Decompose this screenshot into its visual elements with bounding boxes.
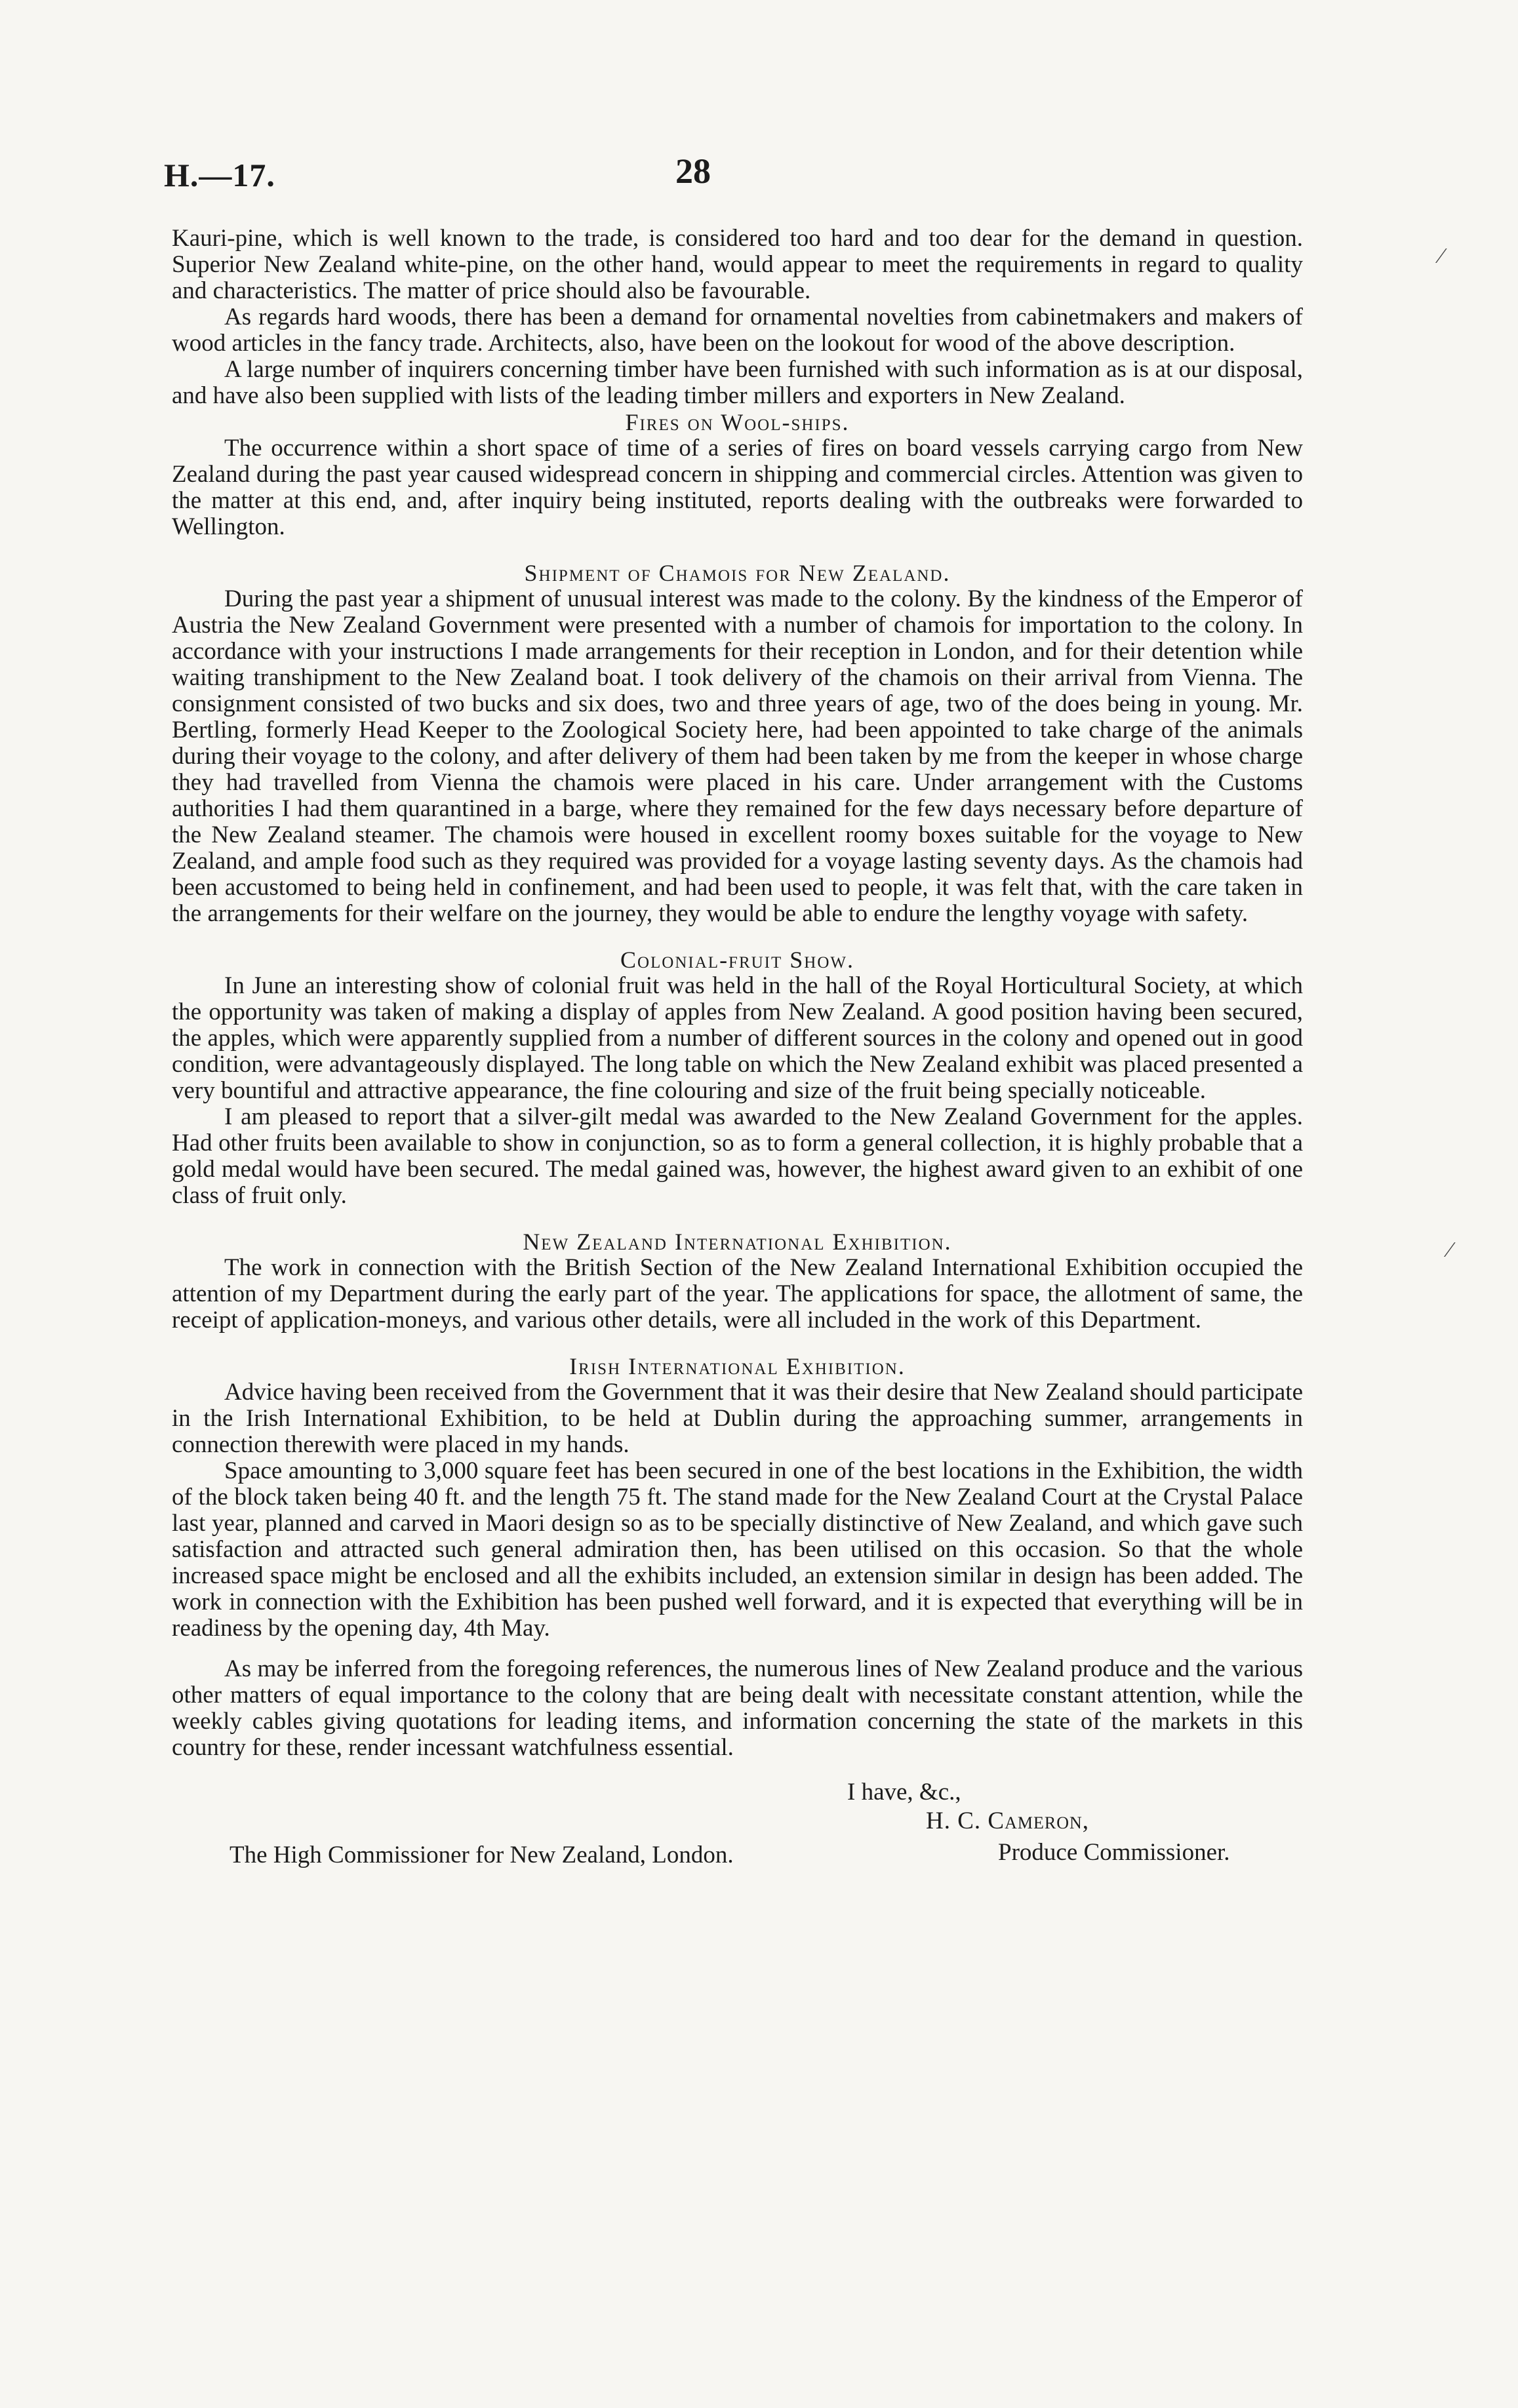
section-shipment-of-chamois: [172, 560, 1303, 927]
paragraph: The work in connection with the British Section of the New Zealand International Exhibition occupied the attention of my Department during the early part of the year. The applications for space, the allotment of same, the receipt of application-moneys, and various other details, were all included in the work of this Department.: [172, 1254, 1303, 1333]
section-heading: Fires on Wool-ships.: [625, 409, 850, 435]
signatory-name: H. C. Cameron,: [926, 1807, 1089, 1834]
paragraph: A large number of inquirers concerning timber have been furnished with such information as is at our disposal, and have also been supplied with lists of the leading timber millers and exporters in New Zealand.: [172, 356, 1303, 409]
section-heading: Colonial-fruit Show.: [620, 947, 855, 973]
section-nz-international-exhibition: [172, 1229, 1303, 1333]
closing-paragraph: As may be inferred from the foregoing references, the numerous lines of New Zealand produce and the various other matters of equal importance to the colony that are being dealt with necessitate constant attention, while the weekly cables giving quotations for leading items, and information concerning the state of the markets in this country for these, render incessant watchfulness essential.: [172, 1655, 1303, 1761]
section-intro: [172, 226, 1303, 409]
section-fires-on-wool-ships: [172, 409, 1303, 540]
paragraph: Space amounting to 3,000 square feet has been secured in one of the best locations in the Exhibition, the width of the block taken being 40 ft. and the length 75 ft. The stand made for the New Zealand Court at the Crystal Palace last year, planned and carved in Maori design so as to be specially distinctive of New Zealand, and which gave such satisfaction and attracted such general admiration then, has been utilised on this occasion. So that the whole increased space might be enclosed and all the exhibits included, an extension similar in design has been added. The work in connection with the Exhibition has been pushed well forward, and it is expected that everything will be in readiness by the opening day, 4th May.: [172, 1457, 1303, 1642]
section-irish-international-exhibition: [172, 1353, 1303, 1642]
paragraph: Advice having been received from the Government that it was their desire that New Zealand should participate in the Irish International Exhibition, to be held at Dublin during the approaching summer, arrangements in connection therewith were placed in my hands.: [172, 1379, 1303, 1458]
paragraph: I am pleased to report that a silver-gilt medal was awarded to the New Zealand Government for the apples. Had other fruits been available to show in conjunction, so as to form a general collection, it is highly probable that a gold medal would have been secured. The medal gained was, however, the highest award given to an exhibit of one class of fruit only.: [172, 1103, 1303, 1209]
paragraph: In June an interesting show of colonial fruit was held in the hall of the Royal Horticultural Society, at which the opportunity was taken of making a display of apples from New Zealand. A good position having been secured, the apples, which were apparently supplied from a number of different sources in the colony and opened out in good condition, were advantageously displayed. The long table on which the New Zealand exhibit was placed presented a very bountiful and attractive appearance, the fine colouring and size of the fruit being specially noticeable.: [172, 972, 1303, 1104]
paragraph: During the past year a shipment of unusual interest was made to the colony. By the kindness of the Emperor of Austria the New Zealand Government were presented with a number of chamois for importation to the colony. In accordance with your instructions I made arrangements for their reception in London, and for their detention while waiting transhipment to the New Zealand boat. I took delivery of the chamois on their arrival from Vienna. The consignment consisted of two bucks and six does, two and three years of age, two of the does being in young. Mr. Bertling, formerly Head Keeper to the Zoological Society here, had been appointed to take charge of the animals during their voyage to the colony, and after delivery of them had been taken by me from the keeper in whose charge they had travelled from Vienna the chamois were placed in his care. Under arrangement with the Customs authorities I had them quarantined in a barge, where they remained for the few days necessary before departure of the New Zealand steamer. The chamois were housed in excellent roomy boxes suitable for the voyage to New Zealand, and ample food such as they required was provided for a voyage lasting seventy days. As the chamois had been accustomed to being held in confinement, and had been used to people, it was felt that, with the care taken in the arrangements for their welfare on the journey, they would be able to endure the lengthy voyage with safety.: [172, 585, 1303, 927]
paragraph: As regards hard woods, there has been a demand for ornamental novelties from cabinetmakers and makers of wood articles in the fancy trade. Architects, also, have been on the lookout for wood of the above description.: [172, 304, 1303, 357]
section-heading: Irish International Exhibition.: [569, 1353, 906, 1379]
margin-mark: ⁄: [1439, 244, 1443, 268]
signature-block: [172, 1779, 1303, 1878]
page-header: [164, 151, 1318, 208]
margin-mark: ⁄: [1448, 1238, 1452, 1262]
signature-closing: I have, &c.,: [847, 1779, 961, 1806]
paragraph: Kauri-pine, which is well known to the trade, is considered too hard and too dear for the demand in question. Superior New Zealand white-pine, on the other hand, would appear to meet the requirements in regard to quality and characteristics. The matter of price should also be favourable.: [172, 225, 1303, 304]
section-heading: New Zealand International Exhibition.: [523, 1229, 952, 1255]
paragraph: The occurrence within a short space of time of a series of fires on board vessels carrying cargo from New Zealand during the past year caused widespread concern in shipping and commercial circles. Attention was given to the matter at this end, and, after inquiry being instituted, reports dealing with the outbreaks were forwarded to Wellington.: [172, 435, 1303, 540]
section-colonial-fruit-show: [172, 947, 1303, 1209]
addressee: The High Commissioner for New Zealand, London.: [230, 1842, 734, 1868]
document-reference: H.—17.: [164, 157, 275, 193]
document-body: [172, 226, 1303, 1878]
page-number: 28: [675, 151, 711, 191]
signatory-title: Produce Commissioner.: [998, 1839, 1230, 1866]
section-heading: Shipment of Chamois for New Zealand.: [524, 560, 951, 586]
